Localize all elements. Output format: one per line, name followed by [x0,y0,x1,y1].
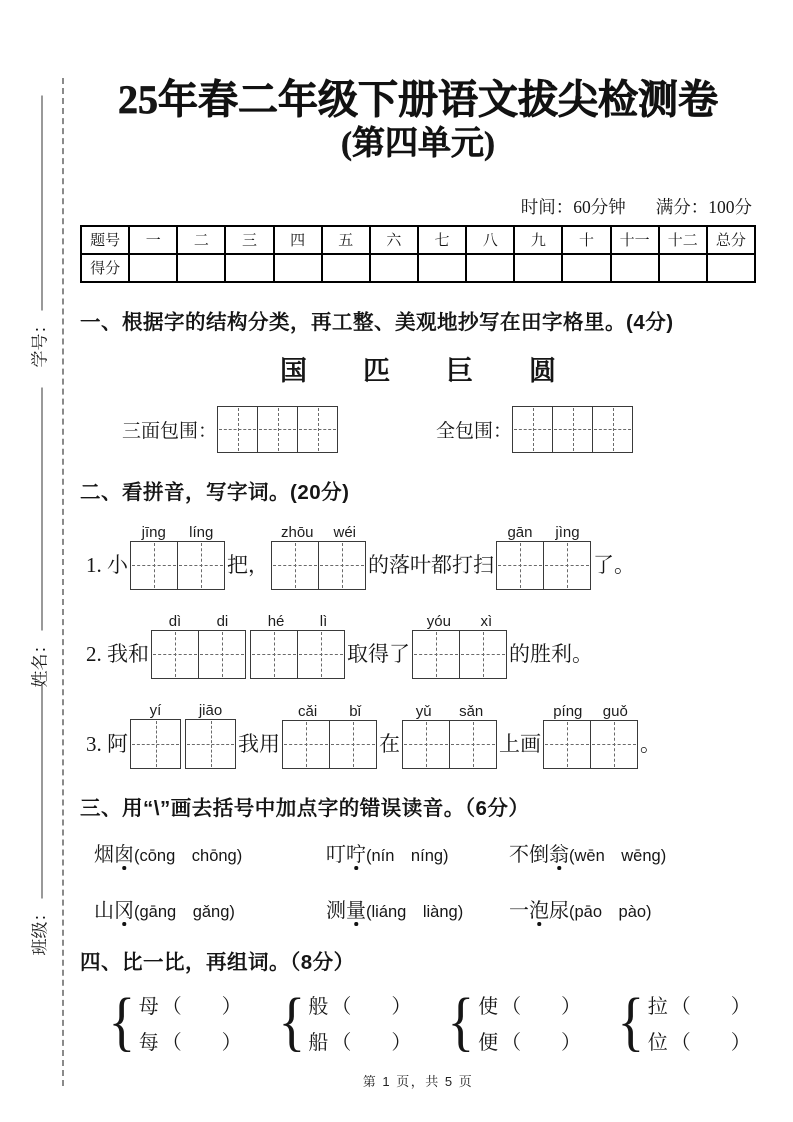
tianzige-cell [460,631,506,678]
tianzige-cell [186,720,235,768]
score-table-cell: 四 [274,226,322,254]
page-title: 25年春二年级下册语文拔尖检测卷 [118,77,718,122]
score-blank-cell [418,254,466,282]
grid-group-label: 三面包围： [122,420,218,442]
word-text: 烟 [94,843,114,866]
word-text: 山 [94,899,114,922]
brace-glyph: { [108,985,136,1059]
tianzige-cell [497,542,544,589]
score-table-cell: 得分 [81,254,129,282]
word-item [94,894,326,923]
paper-content [80,0,756,1059]
pinyin-syllable: yǔ [415,702,432,720]
pinyin-writing-grid [130,697,181,769]
sentence-text: 3. 阿 [86,731,128,756]
answer-blank: （ ） [161,996,242,1019]
sentence-text: 把， [227,552,269,577]
tianzige-cell [298,631,344,678]
section-4-groups [106,987,756,1059]
pinyin-options: (nín níng) [366,846,449,865]
pinyin-writing-grid [543,698,638,769]
sentence-text: 上画 [499,731,541,756]
pinyin-writing-grid [250,608,345,679]
score-table-cell: 六 [370,226,418,254]
pinyin-options: (cōng chōng) [134,846,243,865]
word-item [94,838,326,867]
pinyin-syllable: jiāo [198,701,223,719]
seal-label-student-number: 学号： [30,316,50,368]
tianzige-cell [413,631,460,678]
score-table-cell: 题号 [81,226,129,254]
word-item [326,894,509,923]
seal-blank-line [40,96,42,311]
score-blank-cell [225,254,273,282]
pinyin-options: (liáng liàng) [366,902,464,921]
section-2-line-2 [86,608,756,679]
compare-group [276,987,412,1059]
word-item [326,838,509,867]
section-4-heading: 四、比一比，再组词。（8分） [80,950,355,974]
pinyin-options: (gāng gǎng) [134,902,235,921]
pinyin-syllable: wéi [333,523,356,541]
score-blank-cell [466,254,514,282]
score-blank-cell [177,254,225,282]
pinyin-syllable: cǎi [298,702,318,720]
brace-glyph: { [617,985,645,1059]
score-blank-cell [514,254,562,282]
tianzige-cell [330,721,376,768]
word-text: 测 [326,899,346,922]
tianzige-cell [178,542,224,589]
page-number: 第 1 页，共 5 页 [362,1074,474,1089]
seal-field-class [26,684,51,956]
compare-char: 每 [138,1032,159,1055]
page-subtitle: (第四单元) [341,125,495,162]
tianzige-cell [403,721,450,768]
exam-time: 时间：60分钟 [520,196,626,217]
sentence-text: 在 [379,731,400,756]
answer-blank: （ ） [331,1032,412,1055]
dotted-char: 泡 [529,894,549,923]
score-blank-cell [707,254,755,282]
dotted-char: 冈 [114,894,134,923]
grid-group-label: 全包围： [436,420,513,442]
pinyin-syllable: jìng [555,523,580,541]
tianzige-cell [272,542,319,589]
pinyin-writing-grid [271,519,366,590]
section-2-heading: 二、看拼音，写字词。(20分) [80,480,350,504]
dotted-char: 囱 [114,838,134,867]
pinyin-syllable: bǐ [349,702,361,720]
dotted-char: 咛 [346,838,366,867]
sentence-text: 2. 我和 [86,641,149,666]
tianzige-cell [544,542,590,589]
tianzige-cell [513,407,553,452]
pinyin-syllable: xì [480,612,493,630]
pinyin-writing-grid [151,608,246,679]
tianzige-cell [251,631,298,678]
section-2-line-3 [86,697,756,769]
word-text: 叮 [326,843,346,866]
compare-char: 拉 [647,996,668,1019]
compare-char: 母 [138,996,159,1019]
sentence-text: 取得了 [347,641,410,666]
copy-char: 巨 [446,355,473,386]
pinyin-syllable: gān [507,523,533,541]
section-1-heading: 一、根据字的结构分类，再工整、美观地抄写在田字格里。(4分) [80,310,674,334]
compare-group [615,987,751,1059]
score-table-score-row [81,254,755,282]
pinyin-options: (pāo pào) [569,902,652,921]
tianzige-cell [450,721,496,768]
pinyin-writing-grid [496,519,591,590]
pinyin-syllable: lì [319,612,328,630]
score-blank-cell [322,254,370,282]
compare-char: 位 [647,1032,668,1055]
compare-char: 船 [308,1032,329,1055]
pinyin-syllable: yí [149,701,162,719]
score-blank-cell [611,254,659,282]
tianzige-cell [131,720,180,768]
answer-blank: （ ） [670,1032,751,1055]
pinyin-writing-grid [412,608,507,679]
section-3-row-1 [94,838,756,867]
seal-dashed-line [62,78,64,1086]
score-table-cell: 八 [466,226,514,254]
score-table-cell: 七 [418,226,466,254]
answer-blank: （ ） [161,1032,242,1055]
pinyin-writing-grid [130,519,225,590]
tianzige-cell [298,407,337,452]
pinyin-writing-grid [185,697,236,769]
pinyin-syllable: guǒ [602,702,628,720]
word-text: 不倒 [509,843,549,866]
answer-blank: （ ） [331,996,412,1019]
tianzige-cell [258,407,298,452]
tianzige-grid [217,406,338,453]
compare-char: 使 [478,996,499,1019]
score-table-cell: 二 [177,226,225,254]
exam-full-score: 满分：100分 [655,196,752,217]
dotted-char: 量 [346,894,366,923]
grid-group-three-side [122,406,338,453]
brace-glyph: { [278,985,305,1059]
exam-info-row [80,194,752,219]
pinyin-syllable: dì [168,612,182,630]
score-table-cell: 十二 [659,226,707,254]
pinyin-syllable: zhōu [280,523,314,541]
score-table-cell: 十 [562,226,610,254]
pinyin-syllable: jīng [141,523,166,541]
sentence-text: 我用 [238,731,280,756]
word-item [509,894,652,923]
score-table-cell: 三 [225,226,273,254]
compare-char: 便 [478,1032,499,1055]
copy-char: 国 [280,355,307,386]
tianzige-cell [131,542,178,589]
grid-group-full-enclose [436,406,633,453]
tianzige-cell [199,631,245,678]
pinyin-syllable: di [216,612,229,630]
compare-char: 般 [308,996,329,1019]
word-text: 一 [509,899,529,922]
tianzige-cell [218,407,258,452]
answer-blank: （ ） [670,996,751,1019]
score-blank-cell [659,254,707,282]
copy-char: 圆 [529,355,556,386]
section-1-characters [80,349,756,388]
section-3-row-2 [94,894,756,923]
seal-label-name: 姓名： [30,636,50,688]
tianzige-cell [319,542,365,589]
dotted-char: 翁 [549,838,569,867]
seal-field-name [26,388,51,688]
score-table-header-row [81,226,755,254]
score-table [80,225,756,283]
section-3-heading: 三、用“\”画去括号中加点字的错误读音。（6分） [80,796,530,820]
pinyin-syllable: yóu [426,612,451,630]
score-table-cell: 五 [322,226,370,254]
tianzige-cell [152,631,199,678]
seal-field-student-number [26,96,51,368]
sentence-text: 了。 [593,552,635,577]
score-table-cell: 九 [514,226,562,254]
pinyin-writing-grid [282,698,377,769]
seal-blank-line [40,684,42,899]
score-blank-cell [562,254,610,282]
word-item [509,838,666,867]
score-blank-cell [274,254,322,282]
pinyin-writing-grid [402,698,497,769]
score-blank-cell [370,254,418,282]
sentence-text: 的落叶都打扫 [368,552,494,577]
answer-blank: （ ） [501,1032,582,1055]
tianzige-cell [591,721,637,768]
score-blank-cell [129,254,177,282]
pinyin-syllable: líng [189,523,214,541]
brace-glyph: { [447,985,475,1059]
sentence-text: 1. 小 [86,552,128,577]
score-table-cell: 一 [129,226,177,254]
tianzige-grid [512,406,633,453]
sentence-text: 的胜利。 [509,641,593,666]
section-2-line-1 [86,519,756,590]
tianzige-cell [283,721,330,768]
tianzige-cell [553,407,593,452]
section-1-grids [122,406,756,453]
answer-blank: （ ） [501,996,582,1019]
tianzige-cell [593,407,632,452]
seal-blank-line [40,388,42,631]
tianzige-cell [544,721,591,768]
copy-char: 匹 [363,355,390,386]
score-table-cell: 十一 [611,226,659,254]
compare-group [445,987,581,1059]
pinyin-syllable: hé [267,612,285,630]
seal-label-class: 班级： [30,904,50,956]
score-table-cell: 总分 [707,226,755,254]
pinyin-options: (wēn wēng) [569,846,667,865]
pinyin-syllable: píng [553,702,583,720]
word-text: 尿 [549,899,569,922]
sentence-text: 。 [640,731,661,756]
pinyin-syllable: sǎn [459,702,484,720]
compare-group [106,987,242,1059]
